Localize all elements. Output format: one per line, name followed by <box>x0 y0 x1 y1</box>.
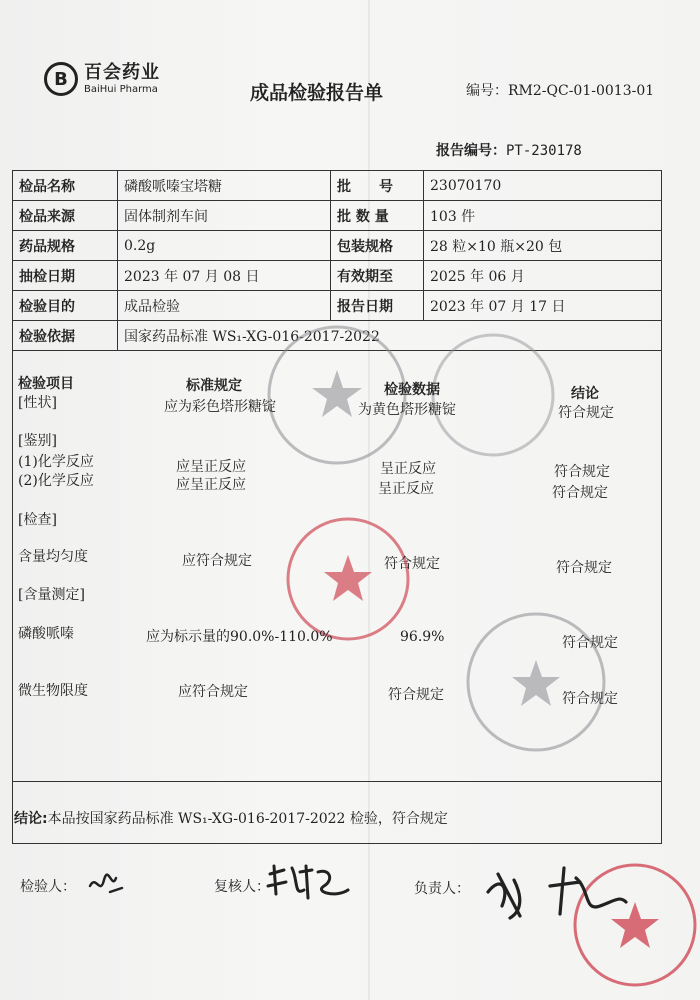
table-row <box>13 291 662 321</box>
character-data: 为黄色塔形糖锭 <box>358 402 456 418</box>
chem1-item: (1)化学反应 <box>18 454 94 470</box>
report-number-value: PT-230178 <box>506 143 582 159</box>
spec-label: 药品规格 <box>13 231 118 261</box>
section-character: [性状] <box>18 395 57 411</box>
conclusion-text: 本品按国家药品标准 WS₁-XG-016-2017-2022 检验，符合规定 <box>47 811 448 827</box>
section-assay: [含量测定] <box>18 587 85 603</box>
company-logo <box>44 62 160 96</box>
source-value: 固体制剂车间 <box>118 201 331 231</box>
report-date-value: 2023 年 07 月 17 日 <box>424 291 662 321</box>
uniformity-item: 含量均匀度 <box>18 549 88 565</box>
uniformity-standard: 应符合规定 <box>182 553 252 569</box>
piperazine-conclusion: 符合规定 <box>562 635 618 651</box>
batch-qty-value: 103 件 <box>424 201 662 231</box>
basis-label: 检验依据 <box>13 321 118 351</box>
responsible-signature-icon <box>480 856 630 926</box>
basis-value: 国家药品标准 WS₁-XG-016-2017-2022 <box>118 321 662 351</box>
uniformity-conclusion: 符合规定 <box>556 560 612 576</box>
package-label: 包装规格 <box>331 231 424 261</box>
reviewer-label: 复核人： <box>214 879 270 895</box>
company-name-en: BaiHui Pharma <box>84 83 158 95</box>
jiangsu-red-stamp-icon <box>284 515 412 643</box>
microbial-data: 符合规定 <box>388 687 444 703</box>
product-name-value: 磷酸哌嗪宝塔糖 <box>118 171 331 201</box>
sample-date-label: 抽检日期 <box>13 261 118 291</box>
table-row <box>13 171 662 201</box>
batch-qty-label: 批 数 量 <box>331 201 424 231</box>
inspector-label: 检验人： <box>20 879 76 895</box>
chem2-conclusion: 符合规定 <box>552 485 608 501</box>
section-identification: [鉴别] <box>18 433 57 449</box>
report-number-label: 报告编号： <box>436 143 506 159</box>
piperazine-item: 磷酸哌嗪 <box>18 626 74 642</box>
piperazine-data: 96.9% <box>400 629 445 645</box>
responsible-label: 负责人： <box>414 881 470 897</box>
table-row <box>13 231 662 261</box>
character-standard: 应为彩色塔形糖锭 <box>164 399 276 415</box>
uniformity-data: 符合规定 <box>384 556 440 572</box>
table-row <box>13 201 662 231</box>
chem1-data: 呈正反应 <box>380 461 436 477</box>
batch-no-label: 批 号 <box>331 171 424 201</box>
conclusion-label: 结论: <box>14 811 48 827</box>
document-title: 成品检验报告单 <box>250 82 384 104</box>
gray-seal-stamp-icon <box>428 330 558 460</box>
microbial-item: 微生物限度 <box>18 683 88 699</box>
header-data: 检验数据 <box>384 382 440 398</box>
header-conclusion: 结论 <box>571 386 599 402</box>
report-date-label: 报告日期 <box>331 291 424 321</box>
report-number <box>436 140 582 160</box>
source-label: 检品来源 <box>13 201 118 231</box>
expiry-value: 2025 年 06 月 <box>424 261 662 291</box>
chem1-standard: 应呈正反应 <box>176 459 246 475</box>
reviewer-signature-icon <box>264 860 354 904</box>
batch-no-value: 23070170 <box>424 171 662 201</box>
final-conclusion <box>14 808 448 828</box>
chem2-data: 呈正反应 <box>378 481 434 497</box>
expiry-label: 有效期至 <box>331 261 424 291</box>
chem2-standard: 应呈正反应 <box>176 477 246 493</box>
inspection-seal-stamp-icon <box>462 608 610 756</box>
section-inspection: [检查] <box>18 512 57 528</box>
sample-date-value: 2023 年 07 月 08 日 <box>118 261 331 291</box>
spec-value: 0.2g <box>118 231 331 261</box>
microbial-conclusion: 符合规定 <box>562 691 618 707</box>
header-item: 检验项目 <box>18 376 74 392</box>
chem2-item: (2)化学反应 <box>18 473 94 489</box>
chem1-conclusion: 符合规定 <box>554 464 610 480</box>
header-standard: 标准规定 <box>186 378 242 394</box>
logo-mark-icon: B <box>44 62 78 96</box>
divider <box>13 781 661 782</box>
piperazine-standard: 应为标示量的90.0%-110.0% <box>146 629 333 645</box>
table-row <box>13 261 662 291</box>
character-conclusion: 符合规定 <box>558 405 614 421</box>
company-name-cn: 百会药业 <box>84 61 160 83</box>
product-name-label: 检品名称 <box>13 171 118 201</box>
document-code: 编号：RM2-QC-01-0013-01 <box>466 83 655 99</box>
purpose-label: 检验目的 <box>13 291 118 321</box>
inspector-signature-icon <box>86 866 126 900</box>
package-value: 28 粒×10 瓶×20 包 <box>424 231 662 261</box>
microbial-standard: 应符合规定 <box>178 684 248 700</box>
purpose-value: 成品检验 <box>118 291 331 321</box>
